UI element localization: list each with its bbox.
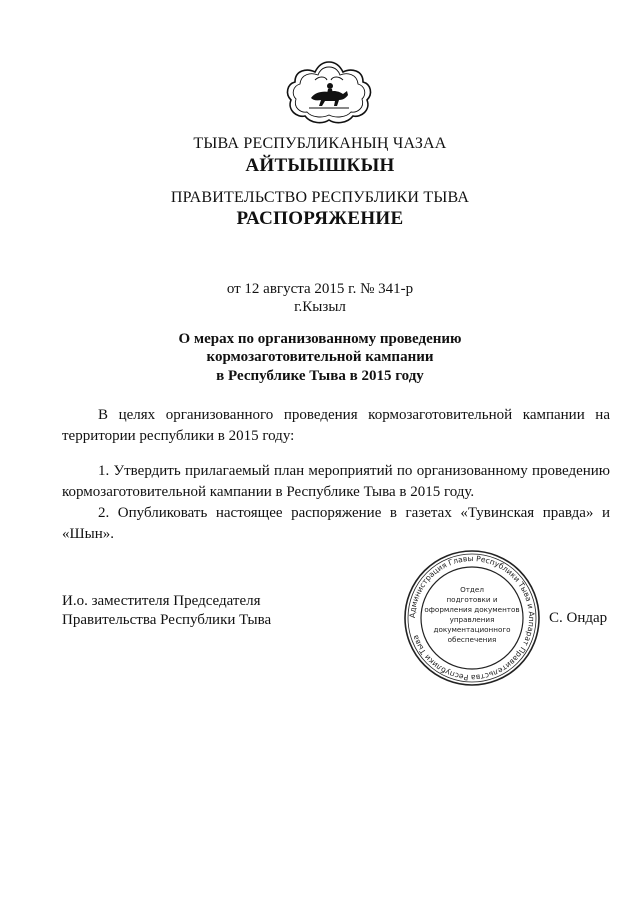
document-city: г.Кызыл [294, 299, 346, 315]
signatory-name: С. Ондар [549, 610, 608, 626]
official-stamp [402, 548, 542, 688]
emblem-icon [281, 58, 377, 128]
signatory-position-line-1: И.о. заместителя Председателя [62, 593, 261, 609]
stamp-inner-line-1: Отдел [460, 585, 484, 594]
stamp-inner-line-5: документационного [433, 625, 511, 634]
document-title-line-2: кормозаготовительной кампании [206, 349, 434, 365]
document-date-number: от 12 августа 2015 г. № 341-р [226, 281, 414, 297]
stamp-ring-text: Администрация Главы Республики Тыва и Аппарат Правительства Республики Тыва [407, 553, 537, 683]
body-paragraph-preamble: В целях организованного проведения кормозаготовительной кампании на территории республики в 2015 году: [62, 407, 610, 444]
header-doc-type-russian: РАСПОРЯЖЕНИЕ [236, 208, 404, 229]
stamp-inner-line-6: обеспечения [447, 635, 497, 644]
stamp-inner-line-4: управления [449, 615, 495, 624]
stamp-inner-line-2: подготовки и [446, 595, 498, 604]
signatory-position-line-2: Правительства Республики Тыва [62, 612, 272, 628]
body-paragraph-item-1: 1. Утвердить прилагаемый план мероприятий по организованному проведению кормозаготовительной кампании в Республике Тыва в 2015 году. [62, 463, 610, 500]
signatory-position [62, 592, 271, 630]
stamp-inner-line-3: оформления документов [424, 605, 520, 614]
document-title-line-3: в Республике Тыва в 2015 году [216, 368, 424, 384]
document-title-line-1: О мерах по организованному проведению [178, 331, 462, 347]
header-line-russian: ПРАВИТЕЛЬСТВО РЕСПУБЛИКИ ТЫВА [170, 189, 470, 206]
header-line-tyvan: ТЫВА РЕСПУБЛИКАНЫҢ ЧАЗАА [193, 135, 447, 152]
body-paragraph-item-2: 2. Опубликовать настоящее распоряжение в газетах «Тувинская правда» и «Шын». [62, 505, 610, 542]
header-doc-type-tyvan: АЙТЫЫШКЫН [245, 155, 395, 176]
